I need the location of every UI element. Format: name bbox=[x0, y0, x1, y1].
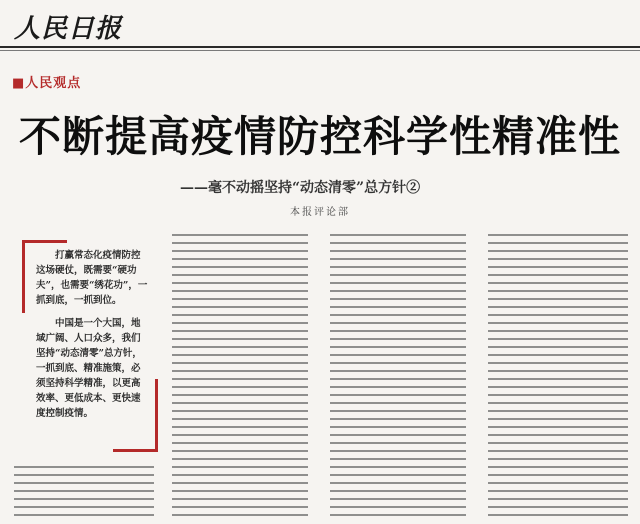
masthead-rule bbox=[0, 46, 640, 48]
body-text-column-1-bottom bbox=[14, 466, 154, 518]
pull-quote-box bbox=[22, 240, 158, 452]
pull-quote-text bbox=[36, 248, 148, 429]
body-text-column-4 bbox=[488, 234, 628, 518]
masthead-logo: 人民日报 bbox=[14, 14, 123, 44]
pull-quote-paragraph: 中国是一个大国，地域广阔、人口众多，我们坚持“动态清零”总方针，一抓到底、精准施策，必须坚持科学精准，以更高效率、更低成本、更快速度控制疫情。 bbox=[36, 318, 142, 419]
body-text-column-3 bbox=[330, 234, 466, 518]
body-text-column-2 bbox=[172, 234, 308, 518]
pull-quote-paragraph: 打赢常态化疫情防控这场硬仗，既需要“硬功夫”，也需要“绣花功”，一抓到底，一抓到位。 bbox=[36, 250, 148, 306]
article-subhead: ——毫不动摇坚持“动态清零”总方针② bbox=[180, 180, 421, 196]
article-byline: 本报评论部 bbox=[290, 207, 350, 218]
masthead-rule-thin bbox=[0, 50, 640, 51]
article-headline: 不断提高疫情防控科学性精准性 bbox=[18, 112, 621, 161]
column-tag: ■人民观点 bbox=[12, 76, 82, 91]
